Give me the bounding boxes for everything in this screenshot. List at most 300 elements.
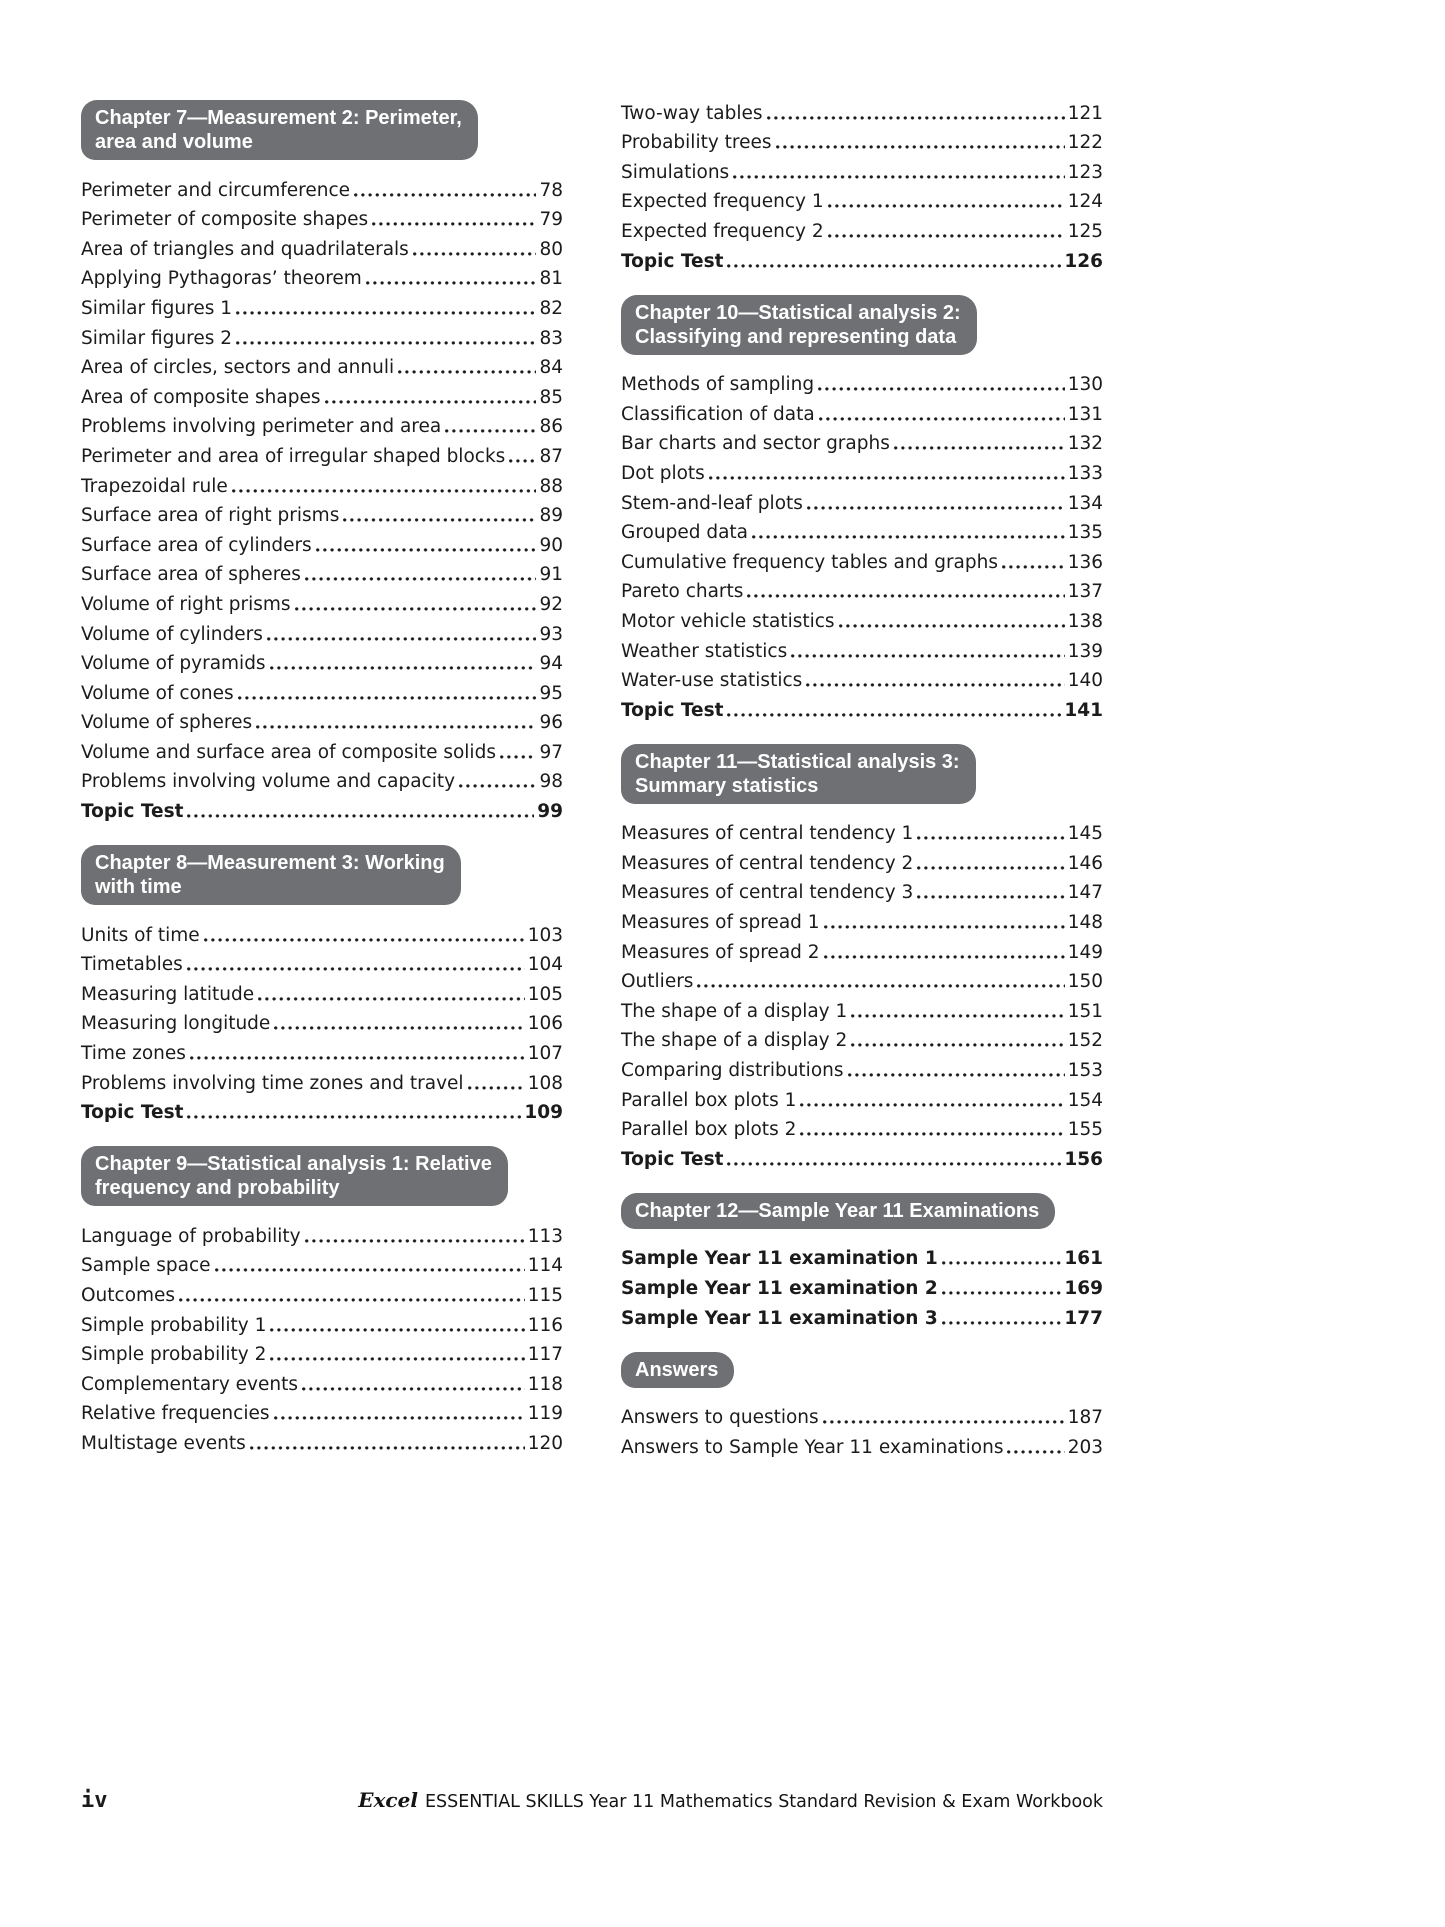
- toc-entry-title: Comparing distributions: [621, 1060, 844, 1082]
- toc-entry: [81, 527, 563, 557]
- dot-leader: [256, 725, 536, 729]
- toc-entry-page: 86: [539, 416, 563, 438]
- toc-entry-title: Problems involving perimeter and area: [81, 416, 442, 438]
- toc-entry: [81, 202, 563, 232]
- toc-entry-title: Measures of spread 2: [621, 941, 820, 963]
- dot-leader: [302, 1387, 525, 1391]
- toc-entry: [621, 1400, 1103, 1430]
- toc-entry: [81, 498, 563, 528]
- toc-entry-page: 119: [527, 1403, 563, 1425]
- chapter-heading-line: Chapter 7—Measurement 2: Perimeter,: [95, 107, 462, 129]
- toc-entry: [621, 243, 1103, 273]
- chapter-heading-line: area and volume: [95, 131, 253, 153]
- toc-entry-page: 187: [1067, 1407, 1103, 1429]
- toc-entry-title: Topic Test: [81, 801, 184, 823]
- toc-entry-list: [81, 172, 563, 823]
- toc-entry-title: Sample space: [81, 1255, 211, 1277]
- toc-entry-title: Topic Test: [81, 1102, 184, 1124]
- toc-entry: [621, 633, 1103, 663]
- toc-column-1: [81, 95, 563, 1459]
- toc-entry-page: 103: [527, 924, 563, 946]
- toc-entry-list: [621, 816, 1103, 1171]
- toc-entry-title: Two-way tables: [621, 102, 763, 124]
- toc-entry-page: 177: [1064, 1307, 1103, 1329]
- toc-entry-page: 156: [1064, 1148, 1103, 1170]
- chapter-heading-line: Summary statistics: [635, 774, 819, 797]
- toc-entry-page: 152: [1067, 1030, 1103, 1052]
- dot-leader: [190, 1056, 525, 1060]
- toc-entry-title: The shape of a display 1: [621, 1000, 848, 1022]
- toc-entry-page: 90: [539, 534, 563, 556]
- toc-entry-title: Volume of pyramids: [81, 653, 266, 675]
- toc-entry: [81, 379, 563, 409]
- toc-entry: [621, 1052, 1103, 1082]
- dot-leader: [800, 1103, 1064, 1107]
- toc-entry-title: Problems involving volume and capacity: [81, 771, 456, 793]
- toc-entry: [81, 438, 563, 468]
- toc-entry-title: Volume of cylinders: [81, 623, 263, 645]
- chapter-heading-line: with time: [95, 876, 182, 899]
- toc-entry-page: 104: [527, 954, 563, 976]
- toc-entry: [621, 816, 1103, 846]
- toc-entry-page: 137: [1067, 581, 1103, 603]
- toc-entry-title: Sample Year 11 examination 3: [621, 1307, 938, 1329]
- dot-leader: [806, 683, 1064, 687]
- toc-entry-title: Probability trees: [621, 132, 772, 154]
- dot-leader: [917, 836, 1064, 840]
- dot-leader: [752, 535, 1065, 539]
- footer-imprint: [358, 1788, 1103, 1812]
- chapter-heading-line: Chapter 11—Statistical analysis 3:: [635, 750, 960, 773]
- dot-leader: [250, 1446, 525, 1450]
- dot-leader: [366, 281, 537, 285]
- toc-entry-title: Motor vehicle statistics: [621, 610, 835, 632]
- toc-entry-page: 109: [524, 1102, 563, 1124]
- dot-leader: [270, 1328, 524, 1332]
- chapter-heading-line: Chapter 10—Statistical analysis 2:: [635, 301, 961, 324]
- dot-leader: [733, 175, 1065, 179]
- dot-leader: [187, 1115, 521, 1119]
- toc-entry-title: Relative frequencies: [81, 1403, 270, 1425]
- dot-leader: [851, 1014, 1064, 1018]
- toc-entry-title: Surface area of right prisms: [81, 505, 340, 527]
- toc-entry-page: 80: [539, 238, 563, 260]
- dot-leader: [942, 1321, 1062, 1325]
- toc-entry-title: Measures of central tendency 1: [621, 823, 914, 845]
- toc-entry-title: Perimeter of composite shapes: [81, 209, 369, 231]
- toc-entry: [81, 947, 563, 977]
- toc-entry-page: 92: [539, 593, 563, 615]
- toc-entry-page: 115: [527, 1285, 563, 1306]
- toc-entry-title: Trapezoidal rule: [81, 475, 228, 497]
- dot-leader: [270, 666, 537, 670]
- chapter-heading-line: Classifying and representing data: [635, 325, 957, 348]
- toc-entry: [621, 485, 1103, 515]
- toc-entry-page: 153: [1067, 1060, 1103, 1082]
- toc-entry-list: [621, 1400, 1103, 1459]
- toc-entry: [621, 515, 1103, 545]
- dot-leader: [942, 1261, 1062, 1265]
- dot-leader: [828, 234, 1065, 238]
- toc-entry: [621, 1023, 1103, 1053]
- dot-leader: [727, 264, 1061, 268]
- toc-entry-page: 148: [1067, 912, 1103, 934]
- toc-entry-title: Topic Test: [621, 699, 724, 721]
- toc-entry: [81, 320, 563, 350]
- dot-leader: [727, 713, 1061, 717]
- toc-entry: [621, 692, 1103, 722]
- toc-entry: [621, 1429, 1103, 1459]
- toc-entry: [81, 468, 563, 498]
- toc-entry: [81, 350, 563, 380]
- toc-entry: [81, 616, 563, 646]
- toc-entry: [81, 1307, 563, 1337]
- toc-entry: [621, 544, 1103, 574]
- toc-entry-page: 133: [1067, 462, 1103, 484]
- page-number: iv: [81, 1788, 108, 1813]
- toc-entry-page: 108: [527, 1072, 563, 1094]
- toc-entry-page: 125: [1067, 220, 1103, 242]
- toc-entry-page: 107: [527, 1043, 563, 1065]
- toc-entry-title: Sample Year 11 examination 1: [621, 1248, 938, 1270]
- toc-entry-title: Simple probability 2: [81, 1344, 267, 1366]
- toc-entry-title: Grouped data: [621, 522, 748, 544]
- toc-entry-title: Dot plots: [621, 462, 705, 484]
- chapter-heading: [81, 845, 461, 905]
- toc-entry-title: Measuring latitude: [81, 983, 255, 1005]
- toc-entry: [621, 1112, 1103, 1142]
- toc-entry-page: 134: [1067, 492, 1103, 514]
- toc-entry-page: 94: [539, 653, 563, 675]
- toc-entry-page: 154: [1067, 1089, 1103, 1111]
- toc-entry: [621, 1241, 1103, 1271]
- chapter-heading-line: Chapter 12—Sample Year 11 Examinations: [635, 1199, 1040, 1222]
- toc-entry: [621, 875, 1103, 905]
- toc-entry-title: Stem-and-leaf plots: [621, 492, 803, 514]
- toc-entry-page: 85: [539, 386, 563, 408]
- toc-entry-list: [621, 95, 1103, 273]
- toc-entry: [81, 1425, 563, 1455]
- dot-leader: [824, 955, 1065, 959]
- toc-entry: [81, 1337, 563, 1367]
- toc-entry-title: Volume of cones: [81, 682, 234, 704]
- toc-entry-title: Measures of spread 1: [621, 912, 820, 934]
- dot-leader: [274, 1416, 525, 1420]
- dot-leader: [828, 204, 1065, 208]
- dot-leader: [851, 1043, 1064, 1047]
- toc-entry: [621, 663, 1103, 693]
- dot-leader: [354, 193, 536, 197]
- toc-entry-page: 130: [1067, 374, 1103, 396]
- toc-entry-title: Outcomes: [81, 1285, 176, 1306]
- toc-entry-list: [81, 917, 563, 1124]
- toc-entry-title: Topic Test: [621, 250, 724, 272]
- toc-entry-page: 98: [539, 771, 563, 793]
- toc-entry: [81, 1095, 563, 1125]
- dot-leader: [839, 624, 1065, 628]
- toc-entry-title: Water-use statistics: [621, 670, 803, 692]
- toc-entry: [81, 261, 563, 291]
- dot-leader: [776, 145, 1065, 149]
- toc-entry-page: 117: [527, 1344, 563, 1366]
- toc-entry: [81, 172, 563, 202]
- toc-entry: [621, 184, 1103, 214]
- chapter-heading: [621, 1193, 1055, 1229]
- toc-entry-page: 141: [1064, 699, 1103, 721]
- dot-leader: [413, 252, 537, 256]
- dot-leader: [295, 607, 537, 611]
- toc-entry-page: 147: [1067, 882, 1103, 904]
- toc-entry-page: 97: [539, 741, 563, 763]
- dot-leader: [187, 967, 525, 971]
- toc-entry-page: 135: [1067, 522, 1103, 544]
- dot-leader: [709, 476, 1065, 480]
- toc-entry-title: Volume and surface area of composite solids: [81, 741, 496, 763]
- toc-entry: [621, 213, 1103, 243]
- toc-entry-page: 138: [1067, 610, 1103, 632]
- toc-entry-title: Surface area of spheres: [81, 564, 301, 586]
- toc-entry-title: Sample Year 11 examination 2: [621, 1278, 938, 1299]
- dot-leader: [819, 417, 1065, 421]
- toc-entry: [81, 675, 563, 705]
- toc-column-2: [621, 95, 1103, 1459]
- toc-entry-title: Language of probability: [81, 1225, 301, 1247]
- toc-entry: [81, 1277, 563, 1307]
- toc-entry-page: 169: [1064, 1278, 1103, 1299]
- toc-entry-page: 121: [1067, 102, 1103, 124]
- toc-entry-title: Volume of right prisms: [81, 593, 291, 615]
- chapter-heading-line: Chapter 8—Measurement 3: Working: [95, 852, 445, 875]
- toc-entry: [621, 603, 1103, 633]
- dot-leader: [267, 637, 537, 641]
- toc-entry-page: 139: [1067, 640, 1103, 662]
- toc-columns: [81, 95, 1103, 1459]
- toc-entry: [621, 396, 1103, 426]
- toc-entry: [621, 993, 1103, 1023]
- toc-entry: [81, 976, 563, 1006]
- dot-leader: [316, 548, 537, 552]
- toc-entry-title: Area of composite shapes: [81, 386, 321, 408]
- page-footer: [81, 1788, 1103, 1813]
- toc-entry-title: Time zones: [81, 1043, 186, 1065]
- toc-entry-title: Topic Test: [621, 1148, 724, 1170]
- dot-leader: [468, 1086, 525, 1090]
- dot-leader: [445, 429, 536, 433]
- dot-leader: [270, 1357, 524, 1361]
- toc-entry: [81, 917, 563, 947]
- toc-entry-list: [621, 367, 1103, 722]
- dot-leader: [232, 489, 537, 493]
- toc-entry-title: The shape of a display 2: [621, 1030, 848, 1052]
- toc-entry-title: Area of circles, sectors and annuli: [81, 357, 395, 379]
- dot-leader: [697, 984, 1064, 988]
- toc-entry: [81, 646, 563, 676]
- toc-entry-title: Expected frequency 2: [621, 220, 824, 242]
- toc-entry-page: 149: [1067, 941, 1103, 963]
- toc-entry-page: 82: [539, 297, 563, 319]
- toc-entry: [621, 426, 1103, 456]
- dot-leader: [894, 446, 1065, 450]
- toc-entry-page: 145: [1067, 823, 1103, 845]
- toc-entry-title: Parallel box plots 1: [621, 1089, 797, 1111]
- chapter-heading: [81, 1146, 508, 1206]
- toc-entry-page: 79: [539, 209, 563, 231]
- toc-entry-page: 124: [1067, 191, 1103, 213]
- toc-entry: [621, 95, 1103, 125]
- toc-entry-title: Applying Pythagoras’ theorem: [81, 268, 362, 290]
- toc-entry-title: Simple probability 1: [81, 1314, 267, 1336]
- dot-leader: [204, 938, 525, 942]
- footer-title: ESSENTIAL SKILLS Year 11 Mathematics Standard Revision & Exam Workbook: [424, 1792, 1103, 1812]
- toc-entry: [621, 964, 1103, 994]
- dot-leader: [343, 518, 536, 522]
- toc-entry-page: 126: [1064, 250, 1103, 272]
- toc-entry-title: Surface area of cylinders: [81, 534, 312, 556]
- dot-leader: [1002, 565, 1065, 569]
- toc-entry: [621, 367, 1103, 397]
- dot-leader: [459, 784, 536, 788]
- toc-entry-page: 89: [539, 505, 563, 527]
- toc-entry-title: Weather statistics: [621, 640, 788, 662]
- toc-entry: [621, 1082, 1103, 1112]
- dot-leader: [398, 370, 536, 374]
- toc-entry-page: 87: [539, 445, 563, 467]
- toc-entry: [81, 586, 563, 616]
- toc-entry-page: 118: [527, 1373, 563, 1395]
- chapter-heading-line: Chapter 9—Statistical analysis 1: Relative: [95, 1153, 492, 1176]
- toc-entry-page: 81: [539, 268, 563, 290]
- toc-entry-title: Simulations: [621, 161, 730, 183]
- dot-leader: [917, 895, 1064, 899]
- toc-entry: [81, 1396, 563, 1426]
- toc-entry: [621, 125, 1103, 155]
- chapter-heading: [81, 100, 478, 160]
- toc-entry-title: Perimeter and circumference: [81, 179, 351, 201]
- toc-entry-title: Cumulative frequency tables and graphs: [621, 551, 998, 573]
- toc-entry-page: 78: [539, 179, 563, 201]
- toc-entry: [81, 705, 563, 735]
- toc-entry-title: Outliers: [621, 971, 694, 993]
- toc-entry-page: 105: [527, 983, 563, 1005]
- toc-entry: [81, 764, 563, 794]
- dot-leader: [509, 459, 536, 463]
- toc-entry-page: 146: [1067, 852, 1103, 874]
- dot-leader: [305, 1239, 525, 1243]
- toc-entry-page: 114: [527, 1255, 563, 1277]
- toc-entry-title: Measures of central tendency 3: [621, 882, 914, 904]
- toc-entry-title: Multistage events: [81, 1432, 246, 1454]
- dot-leader: [238, 696, 537, 700]
- brand-excel-logo: Excel: [358, 1788, 418, 1812]
- toc-entry-page: 99: [537, 801, 563, 823]
- toc-entry-title: Parallel box plots 2: [621, 1119, 797, 1141]
- toc-entry-title: Units of time: [81, 924, 200, 946]
- dot-leader: [727, 1162, 1061, 1166]
- toc-entry-title: Problems involving time zones and travel: [81, 1072, 464, 1094]
- toc-entry-page: 161: [1064, 1248, 1103, 1270]
- toc-entry-title: Answers to Sample Year 11 examinations: [621, 1436, 1004, 1458]
- dot-leader: [305, 577, 537, 581]
- toc-entry-title: Measuring longitude: [81, 1013, 271, 1035]
- toc-entry-page: 88: [539, 475, 563, 497]
- toc-entry-list: [621, 1241, 1103, 1330]
- dot-leader: [791, 654, 1064, 658]
- toc-entry-page: 95: [539, 682, 563, 704]
- toc-entry-page: 106: [527, 1013, 563, 1035]
- toc-entry-title: Expected frequency 1: [621, 191, 824, 213]
- toc-entry-page: 150: [1067, 971, 1103, 993]
- toc-entry: [81, 290, 563, 320]
- toc-entry: [81, 1006, 563, 1036]
- toc-entry: [621, 904, 1103, 934]
- toc-entry-page: 122: [1067, 132, 1103, 154]
- toc-entry-title: Bar charts and sector graphs: [621, 433, 890, 455]
- toc-entry: [81, 1366, 563, 1396]
- dot-leader: [179, 1298, 525, 1302]
- dot-leader: [258, 997, 525, 1001]
- toc-entry: [621, 455, 1103, 485]
- toc-entry-page: 140: [1067, 670, 1103, 692]
- toc-entry-page: 155: [1067, 1119, 1103, 1141]
- dot-leader: [215, 1268, 525, 1272]
- toc-entry-title: Perimeter and area of irregular shaped blocks: [81, 445, 506, 467]
- toc-entry: [81, 409, 563, 439]
- toc-entry-page: 203: [1067, 1436, 1103, 1458]
- toc-entry: [81, 1218, 563, 1248]
- toc-entry-title: Volume of spheres: [81, 712, 253, 734]
- toc-entry-page: 151: [1067, 1000, 1103, 1022]
- toc-entry: [621, 1141, 1103, 1171]
- toc-entry: [621, 845, 1103, 875]
- toc-entry-title: Pareto charts: [621, 581, 744, 603]
- toc-entry-title: Measures of central tendency 2: [621, 852, 914, 874]
- toc-entry: [621, 1300, 1103, 1330]
- dot-leader: [823, 1420, 1065, 1424]
- dot-leader: [325, 400, 537, 404]
- toc-entry-title: Timetables: [81, 954, 183, 976]
- chapter-heading-line: frequency and probability: [95, 1177, 340, 1200]
- dot-leader: [187, 814, 534, 818]
- toc-entry: [81, 1248, 563, 1278]
- toc-entry: [621, 154, 1103, 184]
- dot-leader: [236, 341, 536, 345]
- dot-leader: [824, 925, 1065, 929]
- toc-entry-title: Answers to questions: [621, 1407, 819, 1429]
- chapter-heading: [621, 1352, 734, 1388]
- toc-entry-page: 91: [539, 564, 563, 586]
- toc-entry-page: 116: [527, 1314, 563, 1336]
- chapter-heading: [621, 744, 976, 804]
- toc-entry-title: Similar figures 1: [81, 297, 232, 319]
- dot-leader: [236, 311, 536, 315]
- toc-entry: [81, 231, 563, 261]
- chapter-heading-line: Answers: [635, 1358, 719, 1381]
- toc-entry-page: 84: [539, 357, 563, 379]
- toc-entry-list: [81, 1218, 563, 1455]
- toc-entry: [81, 1035, 563, 1065]
- dot-leader: [917, 866, 1064, 870]
- toc-entry-page: 120: [527, 1432, 563, 1454]
- toc-entry: [621, 934, 1103, 964]
- toc-entry: [81, 734, 563, 764]
- dot-leader: [942, 1291, 1062, 1295]
- dot-leader: [818, 387, 1065, 391]
- dot-leader: [848, 1073, 1065, 1077]
- dot-leader: [274, 1026, 524, 1030]
- toc-entry: [81, 793, 563, 823]
- toc-entry-page: 96: [539, 712, 563, 734]
- toc-entry-title: Similar figures 2: [81, 327, 232, 349]
